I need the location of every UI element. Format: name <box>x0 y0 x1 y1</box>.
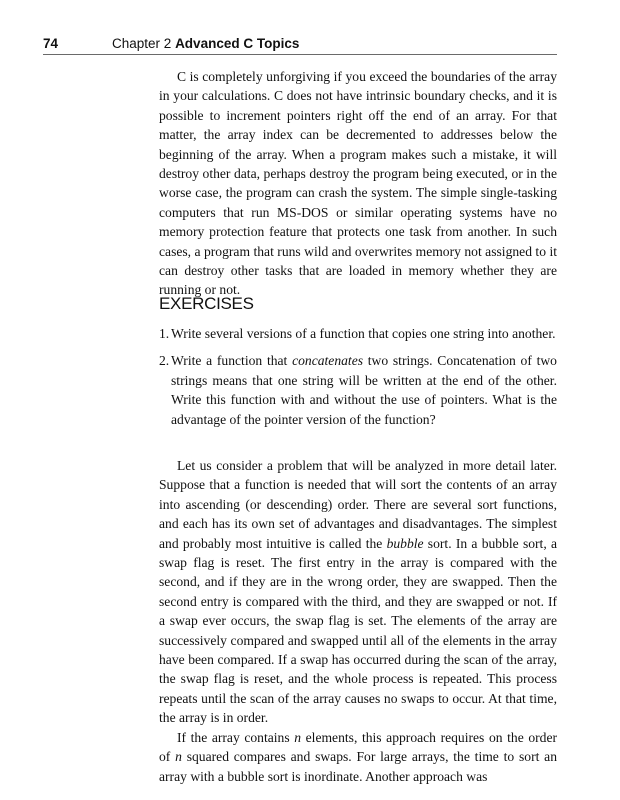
paragraph-text: C is completely unforgiving if you exceed the boundaries of the array in your calculations. C does not have intrinsic boundary checks, and it is possible to increment pointers right off the end of an array. For that matter, the array index can be decremented to addresses below the beginning of the array. When a program makes such a mistake, it will destroy other data, perhaps destroy the program being executed, or in the worse case, the program can crash the system. The simple single-tasking computers that run MS-DOS or similar operating systems have no memory protection feature that protects one task from another. In such cases, a program that runs wild and overwrites memory not assigned to it can destroy other tasks that are loaded in memory whether they are running or not. <box>159 69 557 298</box>
paragraph-text-start: Let us consider a problem that will be analyzed in more detail later. Suppose that a function is needed that will sort the contents of an array into ascending (or descending) order. There are several sort functions, and each has its own set of advantages and disadvantages. The simplest and probably most intuitive is called the <box>159 458 557 551</box>
emphasized-term: concatenates <box>292 353 364 369</box>
exercise-number: 2. <box>159 353 170 369</box>
exercise-text-start: Write a function that <box>171 353 293 369</box>
paragraph-text: squared compares and swaps. For large arrays, the time to sort an array with a bubble sort is inordinate. Another approach was <box>159 749 557 784</box>
exercise-item <box>159 324 557 343</box>
exercise-number: 1. <box>159 326 170 341</box>
chapter-heading <box>112 36 299 51</box>
paragraph-text: If the array contains <box>177 729 295 745</box>
paragraph-text: elements, this approach requires on the order of <box>159 729 558 765</box>
bubble-sort-paragraph <box>159 456 557 728</box>
bubble-sort-section <box>159 456 557 786</box>
running-header <box>43 36 557 55</box>
exercise-list <box>159 324 557 429</box>
chapter-label: Chapter 2 <box>112 36 172 51</box>
complexity-paragraph <box>159 728 557 786</box>
variable-n: n <box>294 729 302 745</box>
paragraph-text-end: sort. In a bubble sort, a swap flag is reset. The first entry in the array is compared with the second, and if they are in the wrong order, they are swapped. Then the second entry is compared with the third, and they are swapped or not. If a swap ever occurs, the swap flag is set. The elements of the array are successively compared and swapped until all of the elements in the array have been compared. If a swap has occurred during the scan of the array, the swap flag is reset, and the whole process is repeated. This process repeats until the scan of the array causes no swaps to occur. At that time, the array is in order. <box>159 535 558 726</box>
chapter-title: Advanced C Topics <box>175 36 300 51</box>
emphasized-term: bubble <box>386 535 424 551</box>
exercise-text: Write several versions of a function that copies one string into another. <box>171 326 556 341</box>
variable-n: n <box>175 749 182 765</box>
exercise-text-end: two strings. Concatenation of two strings means that one string will be written at the end of the other. Write this function with and without the use of pointers. What is the advantage of the pointer version of the function? <box>171 353 557 427</box>
exercises-heading: EXERCISES <box>159 294 254 313</box>
exercise-item <box>159 351 557 429</box>
memory-safety-paragraph <box>159 67 557 300</box>
page-number: 74 <box>43 36 59 51</box>
